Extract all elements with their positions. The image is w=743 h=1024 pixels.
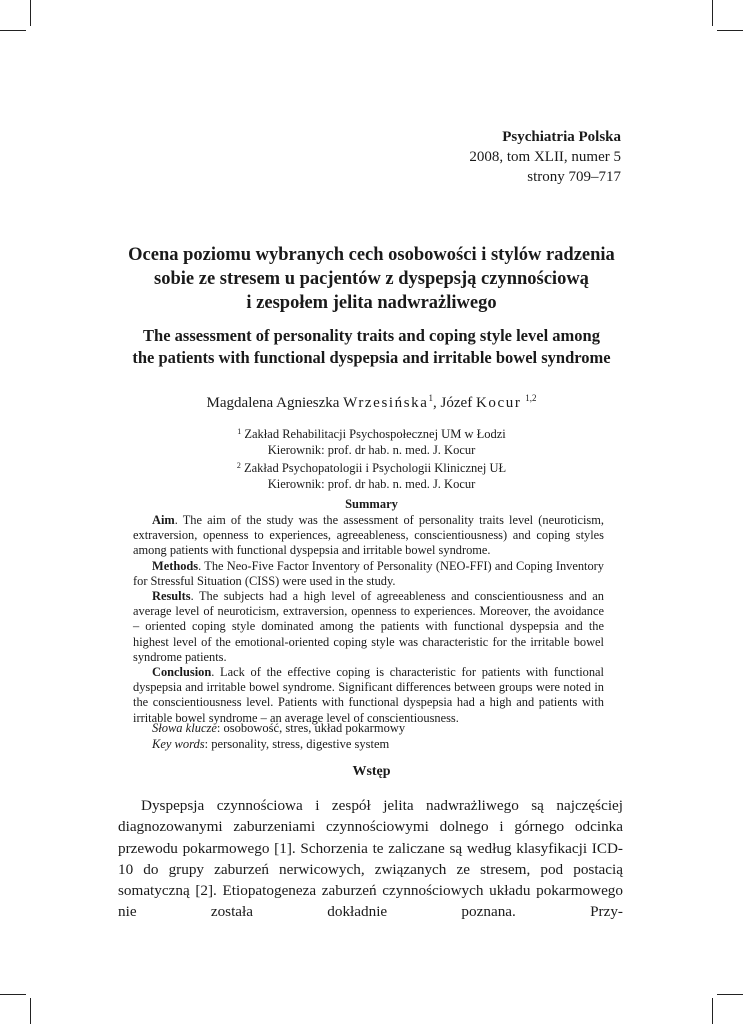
affiliation-line bbox=[0, 443, 743, 459]
journal-pages: strony 709–717 bbox=[527, 169, 621, 185]
conclusion-label: Conclusion bbox=[152, 665, 212, 680]
title-polish-line: sobie ze stresem u pacjentów z dyspepsją czynnościową bbox=[154, 269, 589, 289]
affiliation-marker: 2 bbox=[236, 461, 241, 471]
journal-name: Psychiatria Polska bbox=[502, 129, 621, 145]
affiliation-line bbox=[0, 477, 743, 493]
summary-heading: Summary bbox=[345, 497, 398, 511]
keywords-polish-label: Słowa klucze bbox=[152, 721, 217, 735]
affiliation-text: Zakład Psychopatologii i Psychologii Klinicznej UŁ bbox=[244, 461, 507, 476]
affiliation-marker: 1 bbox=[237, 427, 242, 436]
summary-block bbox=[133, 513, 604, 726]
author1-affiliation-marker: 1 bbox=[428, 393, 434, 403]
results-text: . The subjects had a high level of agreeableness and conscientiousness and an average level of neuroticism, extraversion, openness to experiences. Moreover, the avoidance – oriented coping style dominated among the patients with functional dyspepsia and the highest level of the emotional-oriented coping style was characteristic for the irritable bowel syndrome patients. bbox=[133, 589, 604, 664]
aim-text: . The aim of the study was the assessment of personality traits level (neuroticism, extraversion, openness to experiences, agreeableness, conscientiousness) and coping styles among patients with functional dyspepsia and irritable bowel syndrome. bbox=[133, 513, 604, 558]
affiliations bbox=[0, 424, 743, 492]
crop-mark-bottom-right-horizontal bbox=[717, 994, 743, 995]
crop-mark-top-left-vertical bbox=[30, 0, 31, 26]
title-polish bbox=[0, 243, 743, 315]
author2-family-name: Kocur bbox=[475, 395, 522, 411]
author2-affiliation-marker: 1,2 bbox=[525, 393, 537, 403]
affiliation-text: Zakład Rehabilitacji Psychospołecznej UM w Łodzi bbox=[244, 427, 506, 441]
keywords-english bbox=[152, 736, 405, 752]
crop-mark-top-right-vertical bbox=[712, 0, 713, 26]
aim-label: Aim bbox=[152, 513, 175, 527]
methods-text: . The Neo-Five Factor Inventory of Personality (NEO-FFI) and Coping Inventory for Stressful Situation (CISS) were used in the study. bbox=[133, 558, 604, 588]
affiliation-line bbox=[0, 424, 743, 443]
crop-mark-top-left-horizontal bbox=[0, 30, 26, 31]
title-polish-line: i zespołem jelita nadwrażliwego bbox=[246, 293, 497, 313]
body-paragraph: Dyspepsja czynnościowa i zespół jelita nadwrażliwego są najczęściej diagnozowanymi zaburzeniami czynnościowymi dolnego i górnego odcinka przewodu pokarmowego [1]. Schorzenia te zaliczane są według klasyfikacji ICD-10 do grupy zaburzeń nerwicowych, związanych ze stresem, pod postacią somatyczną [2]. Etiopatogeneza zaburzeń czynnościowych układu pokarmowego nie została dokładnie poznana. Przy- bbox=[118, 797, 623, 921]
summary-aim bbox=[133, 513, 604, 559]
keywords-polish-text: : osobowość, stres, układ pokarmowy bbox=[216, 721, 406, 735]
title-english bbox=[0, 325, 743, 369]
author1-given-name: Magdalena Agnieszka bbox=[206, 395, 340, 411]
crop-mark-bottom-left-vertical bbox=[30, 998, 31, 1024]
summary-results bbox=[133, 589, 604, 665]
results-label: Results bbox=[152, 589, 191, 604]
crop-mark-bottom-right-vertical bbox=[712, 998, 713, 1024]
keywords bbox=[152, 720, 405, 752]
affiliation-line bbox=[0, 458, 743, 477]
conclusion-text: . Lack of the effective coping is characteristic for patients with functional dyspepsia and irritable bowel syndrome. Significant differences between groups were noted in the conscientiousness level. Patients with functional dyspepsia had a high and patients with irritable bowel syndrome – an average level of conscientiousness. bbox=[133, 665, 604, 725]
crop-mark-top-right-horizontal bbox=[717, 30, 743, 31]
crop-mark-bottom-left-horizontal bbox=[0, 994, 26, 995]
summary-methods bbox=[133, 559, 604, 589]
keywords-polish bbox=[152, 720, 405, 736]
journal-issue: 2008, tom XLII, numer 5 bbox=[469, 149, 621, 165]
journal-header bbox=[469, 127, 621, 187]
title-english-line: the patients with functional dyspepsia and irritable bowel syndrome bbox=[132, 348, 611, 367]
summary-conclusion bbox=[133, 665, 604, 726]
methods-label: Methods bbox=[152, 558, 199, 573]
author1-family-name: Wrzesińska bbox=[343, 395, 429, 411]
body-text bbox=[118, 795, 623, 923]
keywords-english-text: : personality, stress, digestive system bbox=[204, 737, 390, 751]
title-polish-line: Ocena poziomu wybranych cech osobowości i stylów radzenia bbox=[128, 245, 615, 265]
author2-given-name: Józef bbox=[440, 395, 473, 411]
section-heading: Wstęp bbox=[352, 764, 391, 779]
author-line: Magdalena Agnieszka Wrzesińska$^1$, Józef Kocur $^{1,2}$ bbox=[206, 393, 537, 411]
keywords-english-label: Key words bbox=[152, 737, 205, 751]
affiliation-text: Kierownik: prof. dr hab. n. med. J. Kocur bbox=[267, 476, 476, 491]
affiliation-text: Kierownik: prof. dr hab. n. med. J. Kocur bbox=[267, 442, 476, 457]
title-english-line: The assessment of personality traits and coping style level among bbox=[143, 326, 600, 345]
